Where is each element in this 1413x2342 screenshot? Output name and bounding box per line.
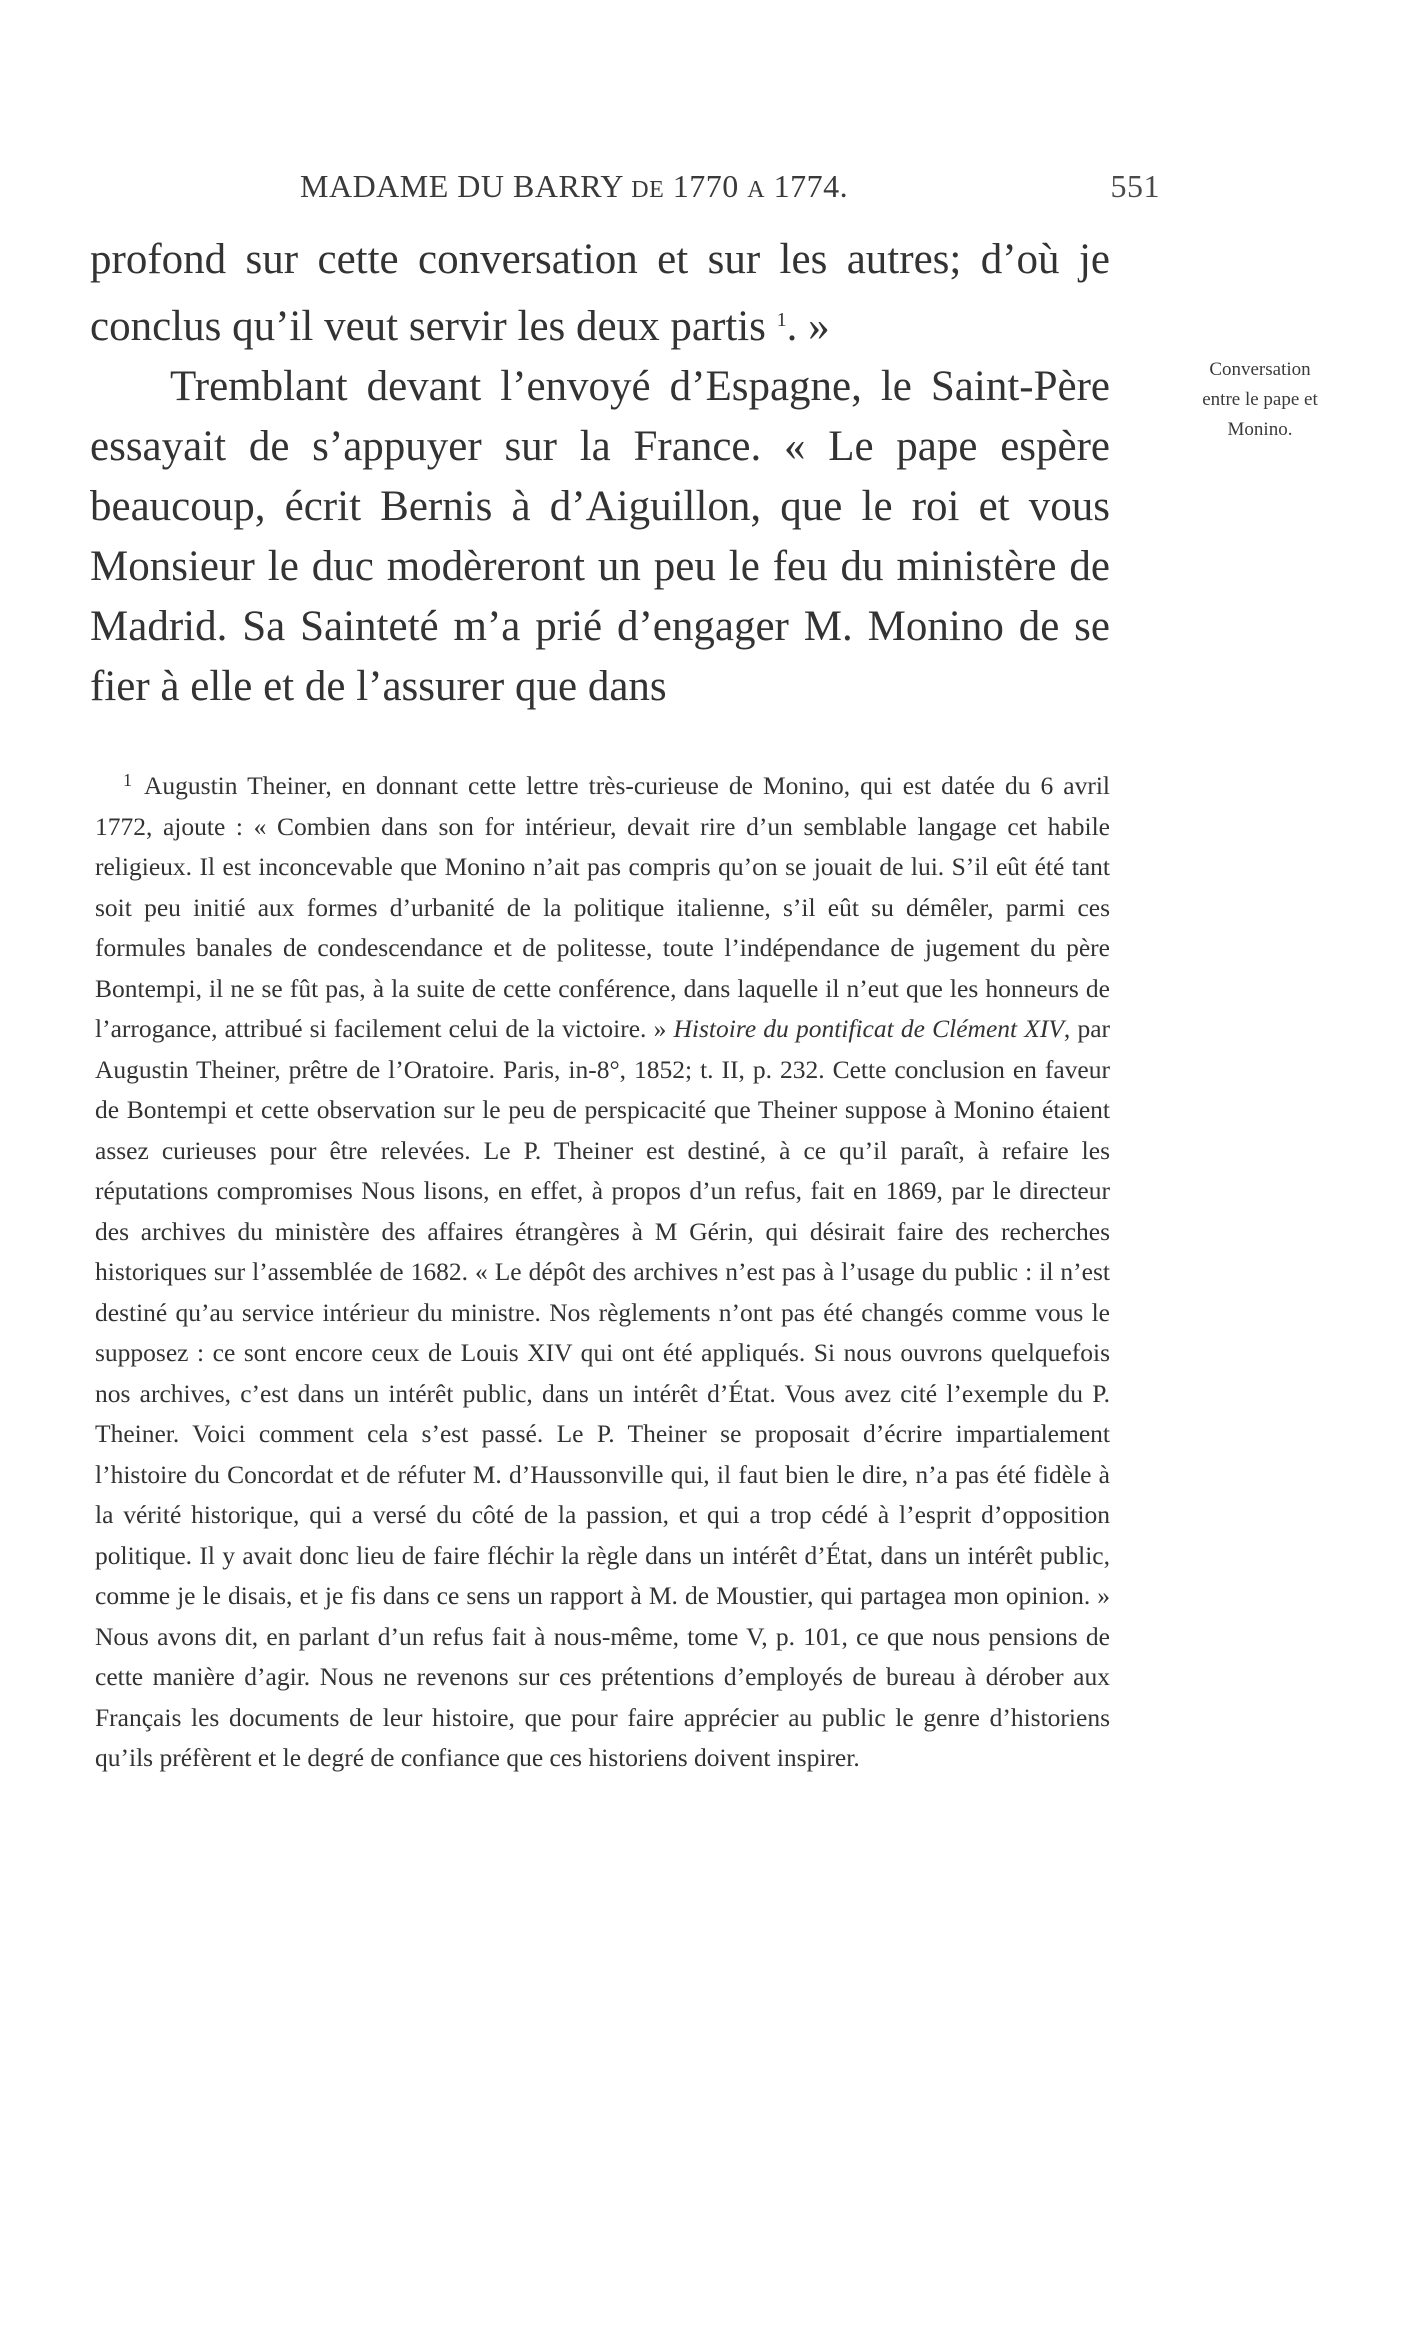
margin-note-line-1: Conversation: [1209, 359, 1311, 380]
footnote-mark: 1: [123, 770, 132, 790]
running-title-name: MADAME DU BARRY: [300, 168, 623, 204]
margin-note: [1160, 355, 1360, 445]
page-number: 551: [1110, 168, 1160, 204]
main-paragraph-1-text: profond sur cette conversation et sur les autres; d’où je conclus qu’il veut servir les deux partis: [90, 236, 1110, 350]
main-paragraph-continued: [90, 230, 1110, 357]
running-title-range-sep: A: [747, 177, 766, 203]
main-text: [90, 230, 1110, 717]
footnote-text-part-1: Augustin Theiner, en donnant cette lettre très-curieuse de Monino, qui est datée du 6 avril 1772, ajoute : « Combien dans son for intérieur, devait rire d’un semblable langage cet habile religieux. Il est inconcevable que Monino n’ait pas compris qu’on se jouait de lui. S’il eût été tant soit peu initié aux formes d’urbanité de la politique italienne, s’il eût su démêler, parmi ces formules banales de condescendance et de politesse, toute l’indépendance de jugement du père Bontempi, il ne se fût pas, à la suite de cette conférence, dans laquelle il n’eut que les honneurs de l’arrogance, attribué si facilement celui de la victoire. »: [95, 771, 1110, 1043]
footnote-book-title: Histoire du pontificat de Clément XIV: [673, 1014, 1064, 1043]
running-title: [300, 168, 848, 205]
main-paragraph-1-end: . »: [786, 303, 830, 350]
footnote-reference: 1: [776, 309, 787, 331]
main-paragraph-2: Tremblant devant l’envoyé d’Espagne, le Saint-Père essayait de s’appuyer sur la France. « Le pape espère beaucoup, écrit Bernis à d’Aiguillon, que le roi et vous Monsieur le duc modèreront un peu le feu du ministère de Madrid. Sa Sainteté m’a prié d’engager M. Monino de se fier à elle et de l’assurer que dans: [90, 363, 1110, 710]
margin-note-line-3: Monino.: [1227, 419, 1293, 440]
footnote-text-part-2: , par Augustin Theiner, prêtre de l’Oratoire. Paris, in-8°, 1852; t. II, p. 232. Cette conclusion en faveur de Bontempi et cette observation sur le peu de perspicacité que Theiner suppose à Monino étaient assez curieuses pour être relevées. Le P. Theiner est destiné, à ce qu’il paraît, à refaire les réputations compromises Nous lisons, en effet, à propos d’un refus, fait en 1869, par le directeur des archives du ministère des affaires étrangères à M Gérin, qui désirait faire des recherches historiques sur l’assemblée de 1682. « Le dépôt des archives n’est pas à l’usage du public : il n’est destiné qu’au service intérieur du ministre. Nos règlements n’ont pas été changés comme vous le supposez : ce sont encore ceux de Louis XIV qui ont été appliqués. Si nous ouvrons quelquefois nos archives, c’est dans un intérêt public, dans un intérêt d’État. Vous avez cité l’exemple du P. Theiner. Voici comment cela s’est passé. Le P. Theiner se proposait d’écrire impartialement l’histoire du Concordat et de réfuter M. d’Haussonville qui, il faut bien le dire, n’a pas été fidèle à la vérité historique, qui a versé du côté de la passion, et qui a trop cédé à l’esprit d’opposition politique. Il y avait donc lieu de faire fléchir la règle dans un intérêt d’État, dans un intérêt public, comme je le disais, et je fis dans ce sens un rapport à M. de Moustier, qui partagea mon opinion. » Nous avons dit, en parlant d’un refus fait à nous-même, tome V, p. 101, ce que nous pensions de cette manière d’agir. Nous ne revenons sur ces prétentions d’employés de bureau à dérober aux Français les documents de leur histoire, que pour faire apprécier au public le genre d’historiens qu’ils préfèrent et le degré de confiance que ces historiens doivent inspirer.: [95, 1014, 1111, 1772]
running-head: [300, 168, 1160, 216]
running-title-range-prefix: DE: [631, 177, 665, 203]
running-title-year-start: 1770: [672, 168, 739, 204]
running-title-year-end: 1774.: [773, 168, 849, 204]
footnote: [95, 760, 1110, 1779]
margin-note-line-2: entre le pape et: [1202, 389, 1318, 410]
